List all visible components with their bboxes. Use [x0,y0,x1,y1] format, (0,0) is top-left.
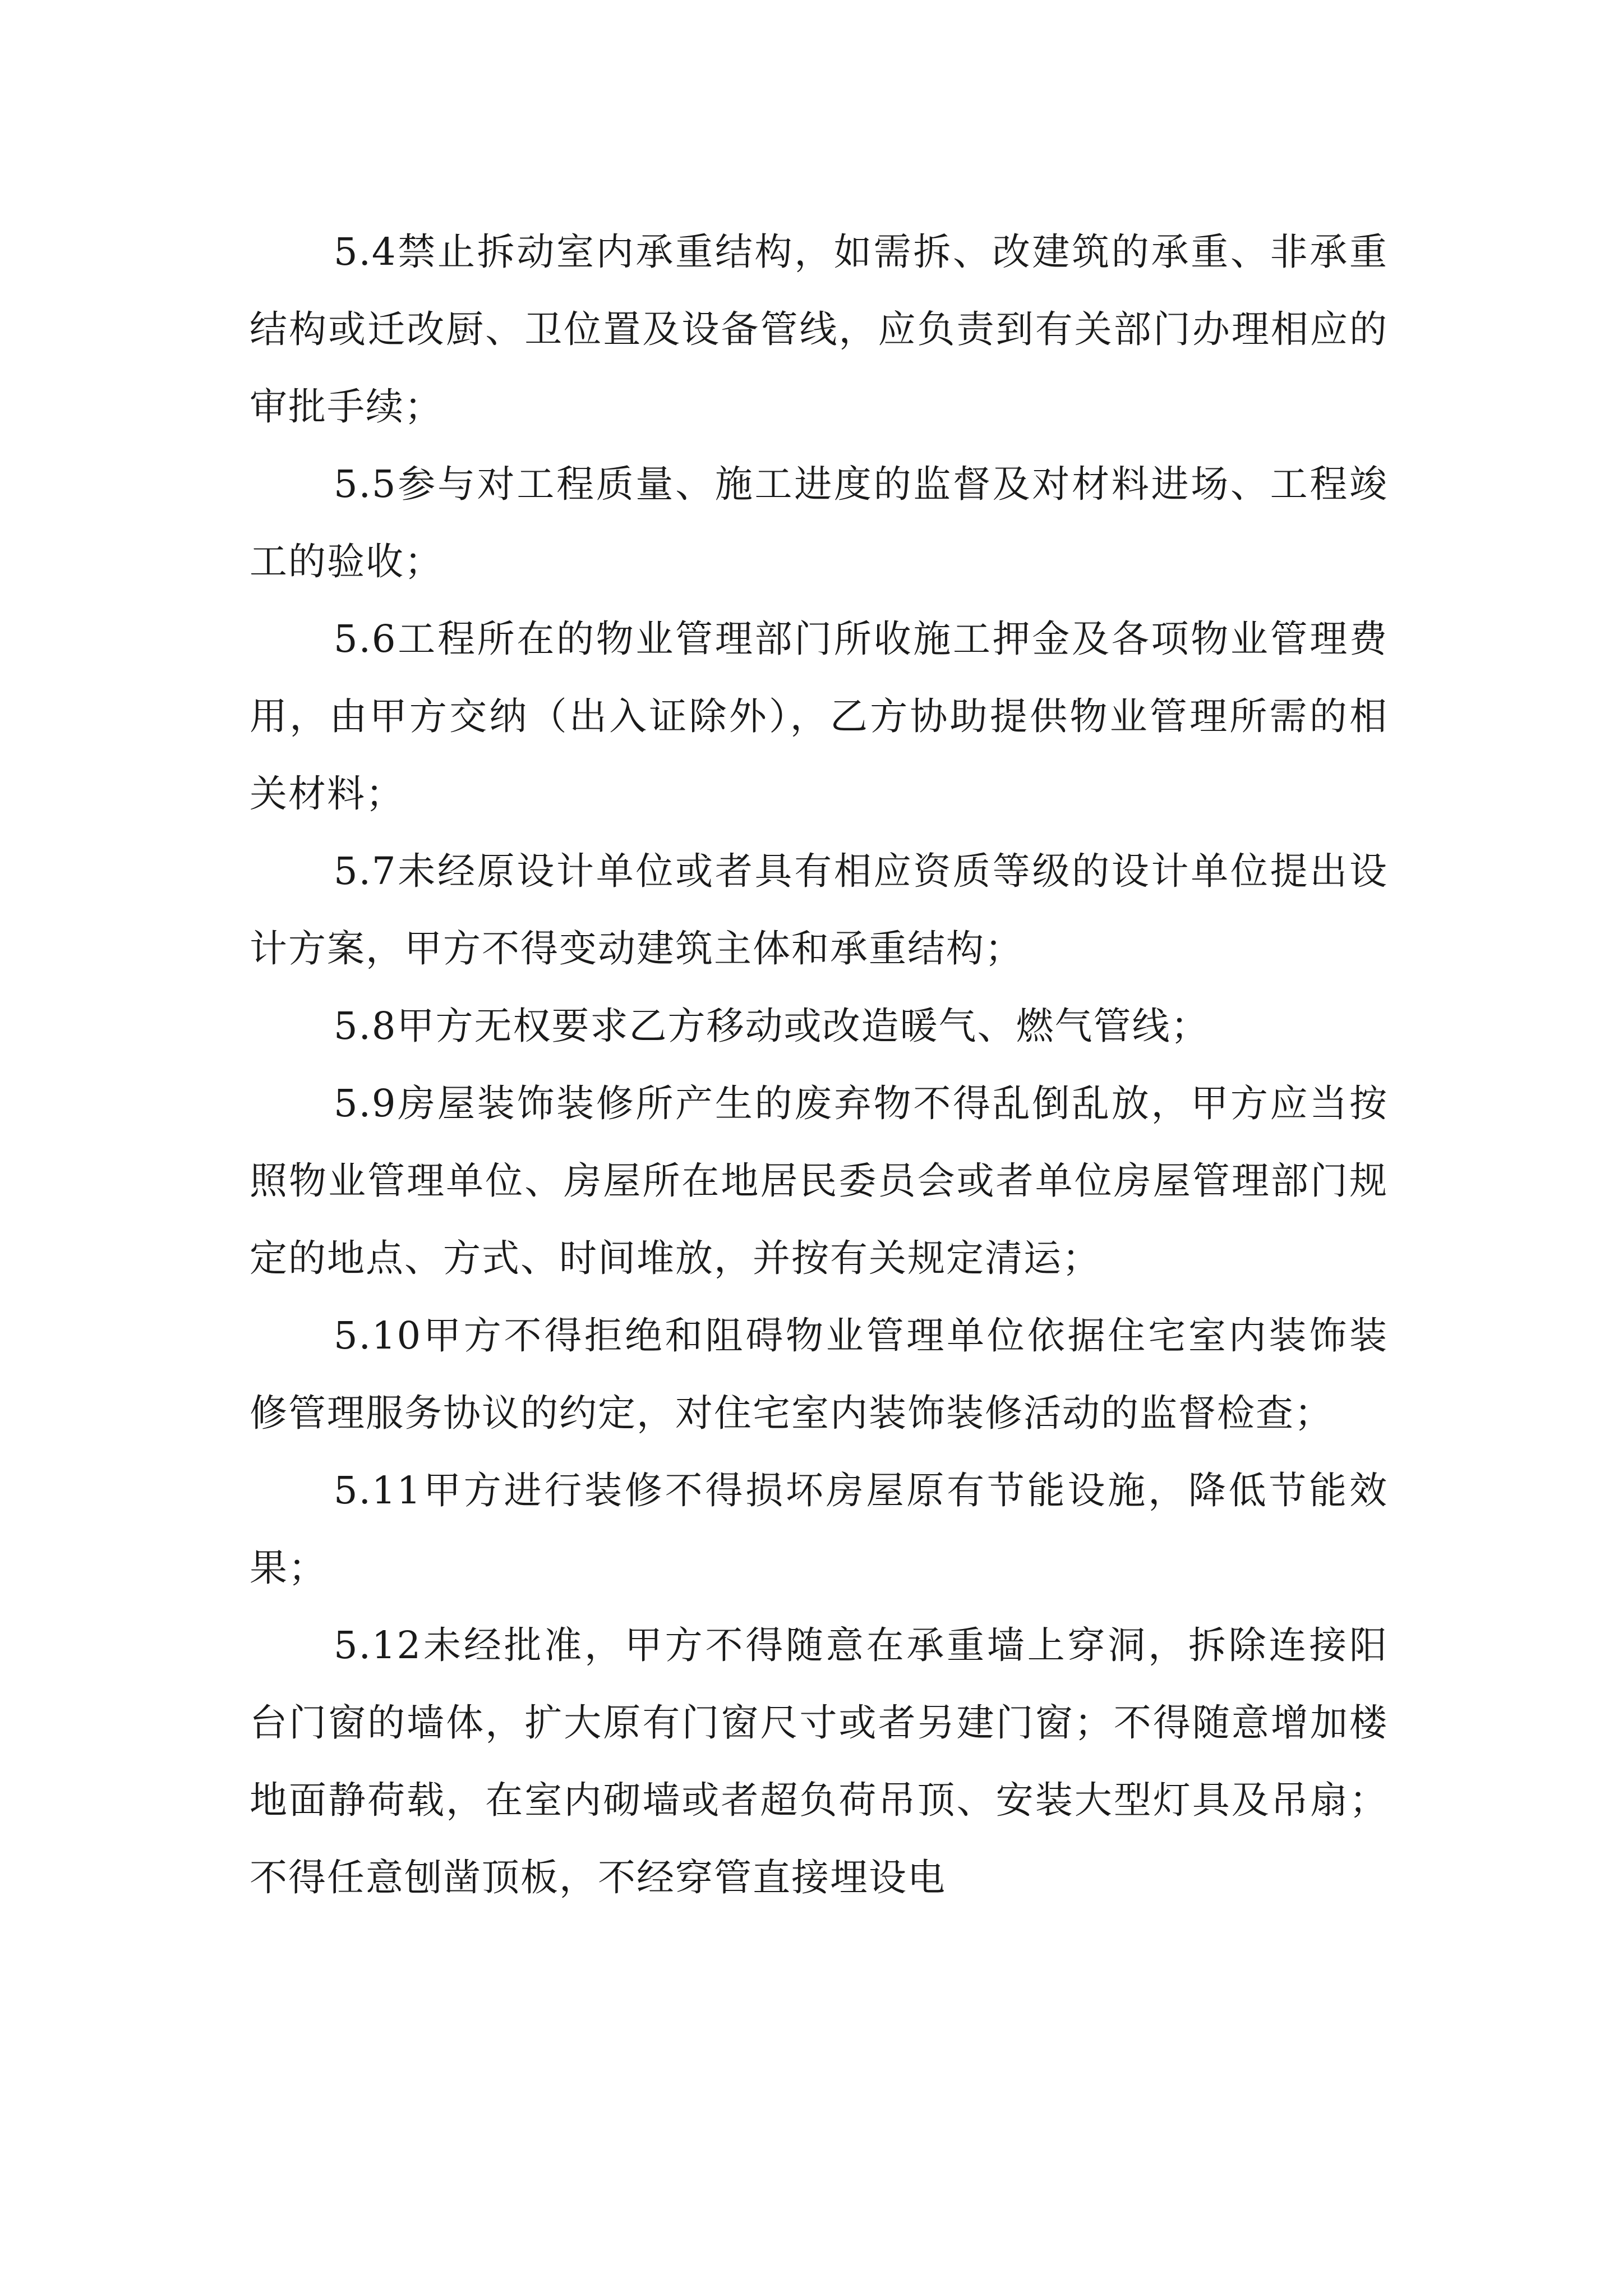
clause-5-10: 5.10甲方不得拒绝和阻碍物业管理单位依据住宅室内装饰装修管理服务协议的约定，对住宅室内装饰装修活动的监督检查； [250,1314,1388,1435]
clause-5-4: 5.4禁止拆动室内承重结构，如需拆、改建筑的承重、非承重结构或迁改厨、卫位置及设备管线，应负责到有关部门办理相应的审批手续； [250,230,1388,429]
clause-5-9: 5.9房屋装饰装修所产生的废弃物不得乱倒乱放，甲方应当按照物业管理单位、房屋所在地居民委员会或者单位房屋管理部门规定的地点、方式、时间堆放，并按有关规定清运； [250,1082,1388,1280]
clause-5-6: 5.6工程所在的物业管理部门所收施工押金及各项物业管理费用，由甲方交纳（出入证除外），乙方协助提供物业管理所需的相关材料； [250,617,1388,816]
clause-5-12: 5.12未经批准，甲方不得随意在承重墙上穿洞，拆除连接阳台门窗的墙体，扩大原有门窗尺寸或者另建门窗；不得随意增加楼地面静荷载，在室内砌墙或者超负荷吊顶、安装大型灯具及吊扇；不得任意刨凿顶板，不经穿管直接埋设电 [250,1623,1388,1899]
document-body [250,213,1388,1916]
clause-5-7: 5.7未经原设计单位或者具有相应资质等级的设计单位提出设计方案，甲方不得变动建筑主体和承重结构； [250,849,1388,970]
clause-5-11: 5.11甲方进行装修不得损坏房屋原有节能设施，降低节能效果； [250,1469,1388,1590]
clause-5-8: 5.8甲方无权要求乙方移动或改造暖气、燃气管线； [334,1004,1210,1048]
clause-5-5: 5.5参与对工程质量、施工进度的监督及对材料进场、工程竣工的验收； [250,462,1388,583]
